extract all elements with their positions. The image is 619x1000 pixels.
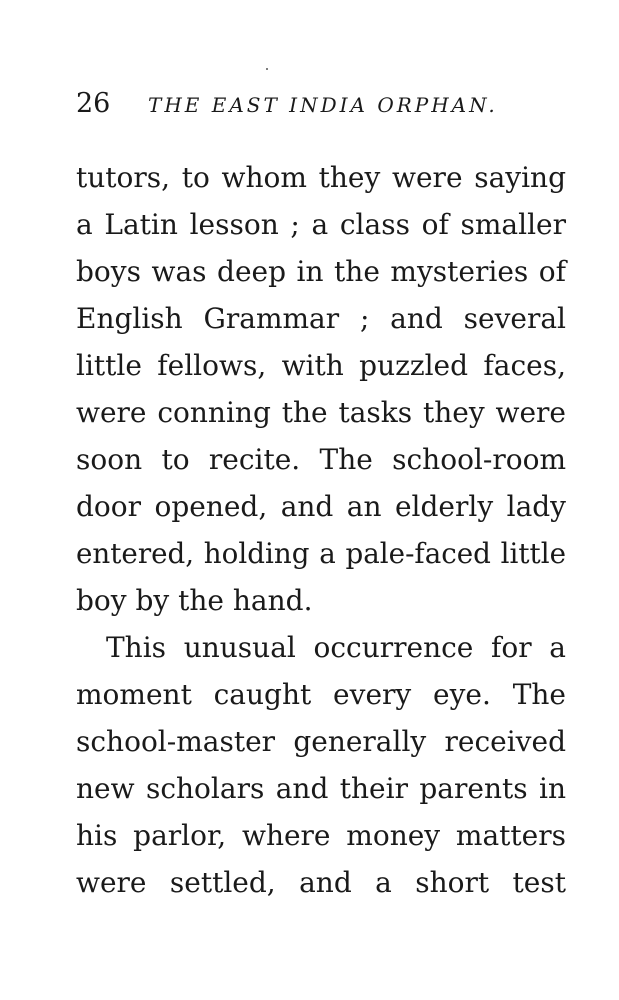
text-line: moment caught every eye. The (76, 678, 566, 711)
text-line: boys was deep in the mysteries of (76, 255, 566, 288)
body-text (76, 154, 566, 906)
text-line: This unusual occurrence for a (106, 631, 566, 664)
page-number: 26 (76, 88, 111, 119)
page-header (76, 86, 566, 122)
text-line: his parlor, where money matters (76, 819, 566, 852)
text-line: were conning the tasks they were (76, 396, 566, 429)
text-line: English Grammar ; and several (76, 302, 566, 335)
text-line: new scholars and their parents in (76, 772, 566, 805)
text-line: a Latin lesson ; a class of smaller (76, 208, 566, 241)
text-line: school-master generally received (76, 725, 566, 758)
text-line: entered, holding a pale-faced little (76, 537, 566, 570)
text-line: tutors, to whom they were saying (76, 161, 566, 194)
text-line: soon to recite. The school-room (76, 443, 566, 476)
text-line: little fellows, with puzzled faces, (76, 349, 566, 382)
print-speck (266, 68, 268, 70)
paragraph-2 (76, 624, 566, 906)
text-line: door opened, and an elderly lady (76, 490, 566, 523)
running-title: THE EAST INDIA ORPHAN. (148, 93, 498, 117)
text-line: were settled, and a short test (76, 866, 566, 899)
text-line: boy by the hand. (76, 584, 313, 617)
paragraph-1 (76, 154, 566, 624)
